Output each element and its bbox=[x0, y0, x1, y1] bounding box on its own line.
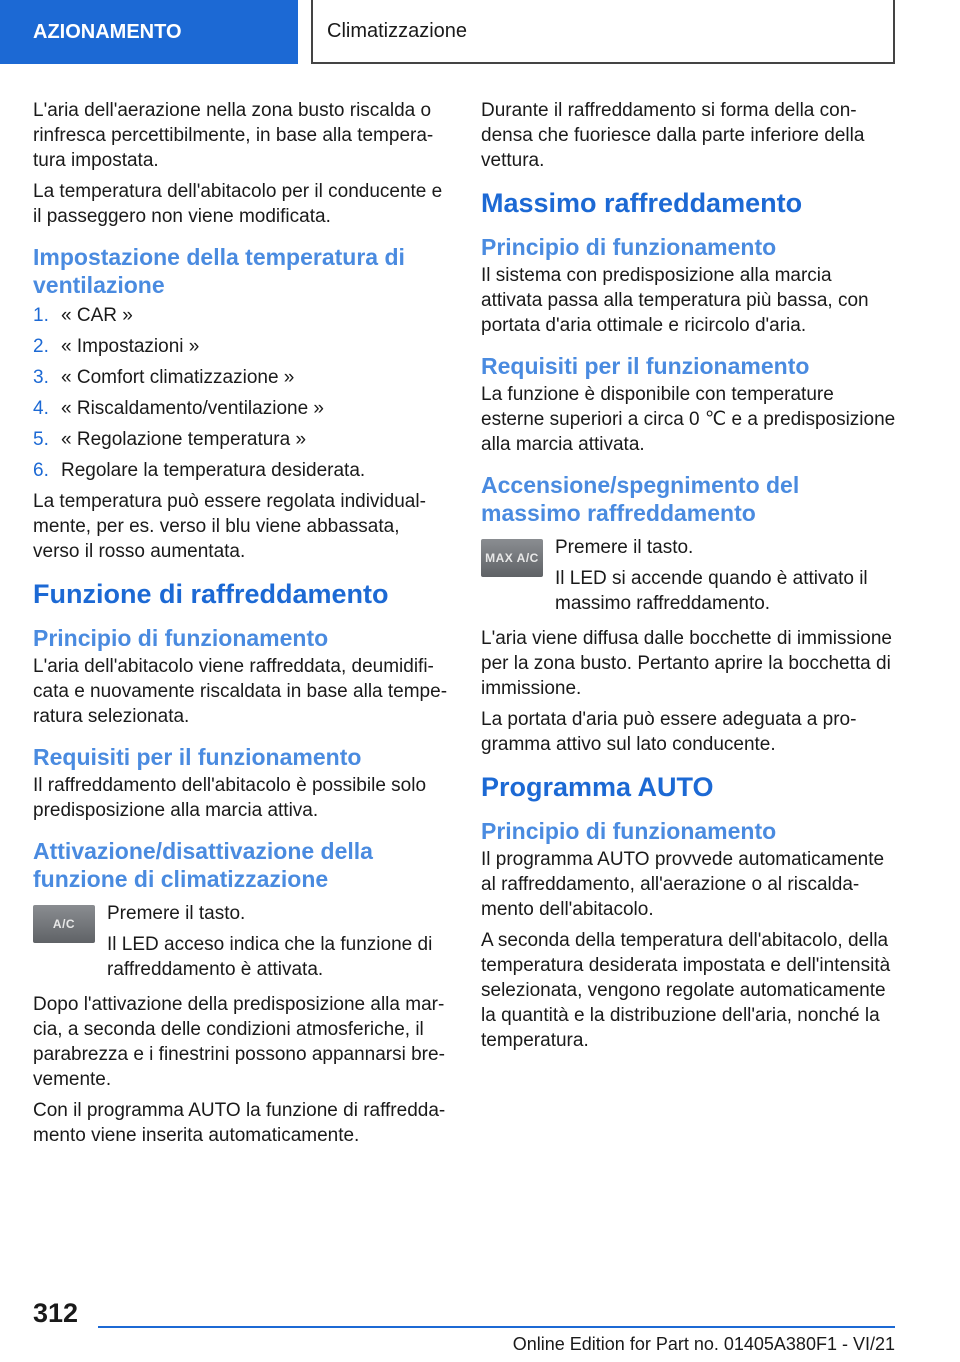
auto-detail-text: A seconda della temperatura dell'abitacolo, della temperatura desiderata impostata e dell'intensità selezionata, vengono regolate automaticamente la quantità e la distribuzione dell'aria, nonché la temperatura. bbox=[481, 930, 891, 1051]
steps-list bbox=[33, 303, 451, 483]
heading-on-off: Accensione/spegnimento del massimo raffreddamento bbox=[481, 472, 800, 526]
step-text: Regolare la temperatura desiderata. bbox=[61, 460, 366, 481]
max-led-text: Il LED si accende quando è attivato il massimo raffreddamento. bbox=[555, 568, 868, 614]
step-item bbox=[33, 365, 451, 390]
step-number: 2. bbox=[33, 336, 49, 357]
step-item bbox=[33, 334, 451, 359]
vent-text: L'aria viene diffusa dalle bocchette di immissione per la zona busto. Pertanto aprire la bocchetta di immissione. bbox=[481, 628, 892, 699]
step-number: 4. bbox=[33, 398, 49, 419]
requirements-text: Il raffreddamento dell'abitacolo è possibile solo predisposizione alla marcia attiva. bbox=[33, 775, 427, 821]
fogging-text: Dopo l'attivazione della predisposizione alla marcia, a seconda delle condizioni atmosferiche, il parabrezza e i finestrini possono appannarsi brevemente. bbox=[33, 994, 445, 1090]
ac-key-label: A/C bbox=[52, 917, 76, 931]
step-item bbox=[33, 427, 451, 452]
heading-cooling-function: Funzione di raffreddamento bbox=[33, 579, 389, 609]
ac-button-block bbox=[33, 901, 451, 982]
step-text: « Regolazione temperatura » bbox=[61, 429, 307, 450]
principle-text: L'aria dell'abitacolo viene raffreddata, deumidificata e nuovamente riscaldata in base alla temperatura selezionata. bbox=[33, 656, 448, 727]
intro-paragraph-1: L'aria dell'aerazione nella zona busto riscalda o rinfresca percettibilmente, in base alla temperatura impostata. bbox=[33, 100, 434, 171]
chapter-title: Climatizzazione bbox=[327, 19, 468, 42]
step-text: « Comfort climatizzazione » bbox=[61, 367, 295, 388]
max-ac-button-block bbox=[481, 535, 896, 616]
step-number: 5. bbox=[33, 429, 49, 450]
air-flow-text: La portata d'aria può essere adeguata a programma attivo sul lato conducente. bbox=[481, 709, 857, 755]
press-key-text: Premere il tasto. bbox=[555, 537, 694, 558]
heading-principle: Principio di funzionamento bbox=[33, 625, 329, 651]
heading-activation: Attivazione/disattivazione della funzione di climatizzazione bbox=[33, 838, 373, 892]
edition-note: Online Edition for Part no. 01405A380F1 - VI/21 bbox=[512, 1334, 895, 1354]
auto-program-text: Con il programma AUTO la funzione di raffreddamento viene inserita automaticamente. bbox=[33, 1100, 446, 1146]
step-item bbox=[33, 303, 451, 328]
auto-principle-text: Il programma AUTO provvede automaticamente al raffreddamento, all'aerazione o al riscaldamento dell'abitacolo. bbox=[481, 849, 885, 920]
max-ac-key-icon bbox=[481, 539, 543, 577]
step-text: « CAR » bbox=[61, 305, 133, 326]
step-item bbox=[33, 458, 451, 483]
max-principle-text: Il sistema con predisposizione alla marcia attivata passa alla temperatura più bassa, con portata d'aria ottimale e ricircolo d'aria. bbox=[481, 265, 869, 336]
temperature-note: La temperatura può essere regolata individualmente, per es. verso il blu viene abbassata, verso il rosso aumentata. bbox=[33, 491, 426, 562]
ac-key-icon bbox=[33, 905, 95, 943]
step-text: « Impostazioni » bbox=[61, 336, 200, 357]
heading-auto-program: Programma AUTO bbox=[481, 772, 714, 802]
step-number: 6. bbox=[33, 460, 49, 481]
section-title: AZIONAMENTO bbox=[33, 20, 182, 43]
heading-principle: Principio di funzionamento bbox=[481, 234, 777, 260]
max-ac-key-label: MAX A/C bbox=[485, 551, 539, 565]
condensate-text: Durante il raffreddamento si forma della condensa che fuoriesce dalla parte inferiore della vettura. bbox=[481, 100, 865, 171]
footer-divider bbox=[98, 1326, 895, 1328]
page-number: 312 bbox=[33, 1298, 79, 1328]
heading-requirements: Requisiti per il funzionamento bbox=[33, 744, 362, 770]
chapter-tab bbox=[311, 0, 895, 64]
heading-requirements: Requisiti per il funzionamento bbox=[481, 353, 810, 379]
heading-principle: Principio di funzionamento bbox=[481, 818, 777, 844]
step-item bbox=[33, 396, 451, 421]
press-key-text: Premere il tasto. bbox=[107, 903, 246, 924]
section-tab bbox=[0, 0, 298, 64]
heading-max-cooling: Massimo raffreddamento bbox=[481, 188, 803, 218]
led-text: Il LED acceso indica che la funzione di raffreddamento è attivata. bbox=[107, 934, 433, 980]
step-number: 1. bbox=[33, 305, 49, 326]
left-column bbox=[33, 98, 451, 1154]
right-column bbox=[481, 98, 896, 1059]
intro-paragraph-2: La temperatura dell'abitacolo per il conducente e il passeggero non viene modificata. bbox=[33, 181, 443, 227]
step-number: 3. bbox=[33, 367, 49, 388]
max-requirements-text: La funzione è disponibile con temperature esterne superiori a circa 0 ℃ e a predisposizione alla marcia attivata. bbox=[481, 384, 896, 455]
heading-ventilation-temperature: Impostazione della temperatura di ventilazione bbox=[33, 244, 405, 298]
step-text: « Riscaldamento/ventilazione » bbox=[61, 398, 324, 419]
